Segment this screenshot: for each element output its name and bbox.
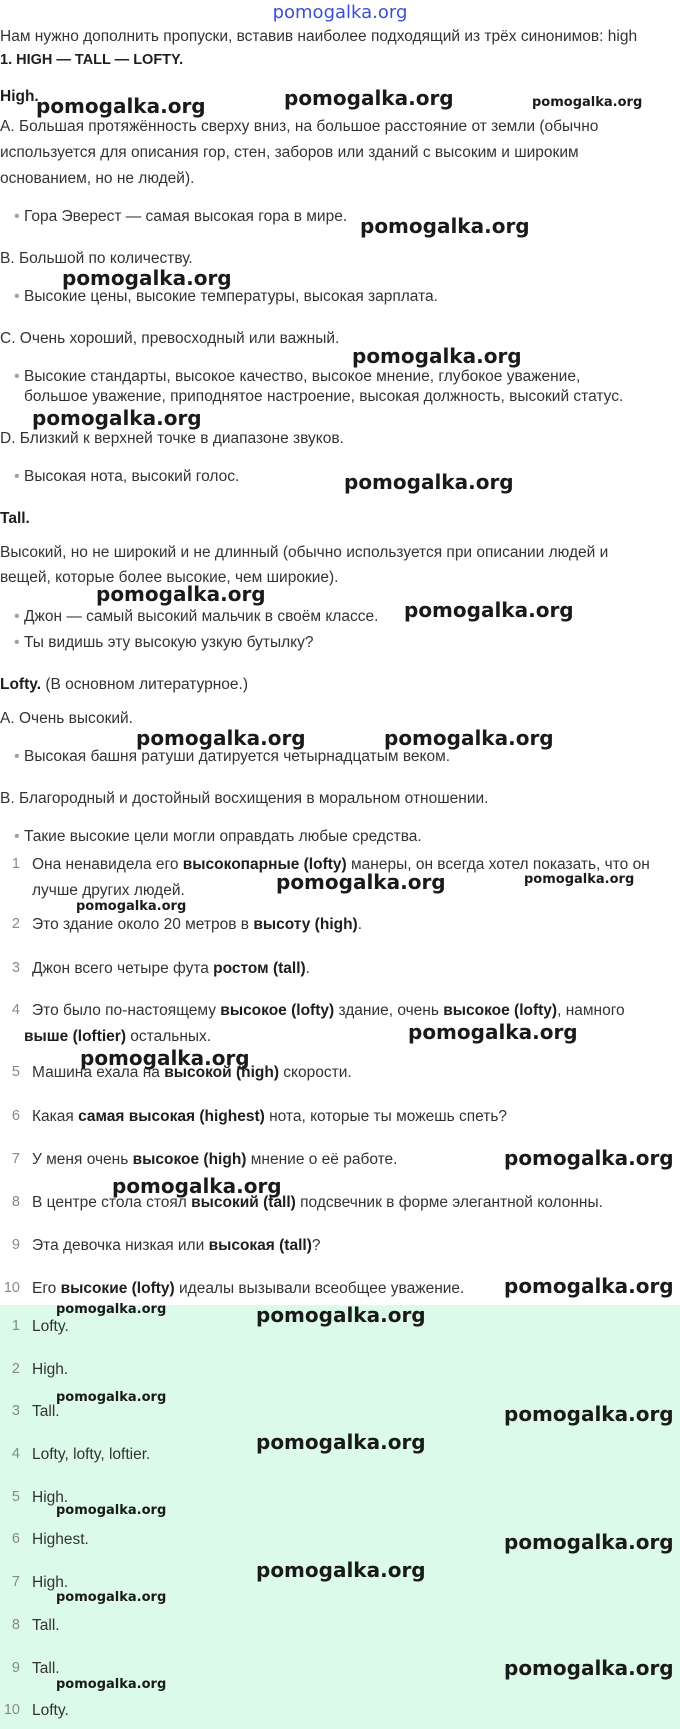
exercise-text: Она ненавидела его	[32, 856, 183, 873]
watermark: pomogalka.org	[504, 1146, 674, 1170]
watermark: pomogalka.org	[524, 872, 635, 887]
exercise-number: 4	[11, 1002, 20, 1018]
exercise-number: 3	[11, 960, 20, 976]
watermark: pomogalka.org	[408, 1020, 578, 1044]
answer-text: Highest.	[32, 1531, 89, 1548]
answer-number: 4	[11, 1446, 20, 1462]
watermark: pomogalka.org	[32, 406, 202, 430]
exercise-number: 5	[11, 1064, 20, 1080]
exercise-text: манеры, он всегда хотел показать, что он	[346, 856, 650, 873]
site-title-link[interactable]: pomogalka.org	[272, 2, 408, 23]
bullet: •	[14, 828, 20, 845]
watermark: pomogalka.org	[504, 1274, 674, 1298]
high-c-definition: C. Очень хороший, превосходный или важный.	[0, 330, 340, 347]
exercise-answer: высокие (lofty)	[60, 1280, 175, 1297]
answer-number: 7	[11, 1574, 20, 1590]
watermark: pomogalka.org	[504, 1530, 674, 1554]
exercise-answer: высокопарные (lofty)	[182, 856, 347, 873]
watermark: pomogalka.org	[62, 266, 232, 290]
exercise-text: ?	[311, 1237, 321, 1254]
high-c-example: большое уважение, приподнятое настроение, высокая должность, высокий статус.	[24, 388, 624, 405]
exercise-text: остальных.	[126, 1028, 212, 1045]
watermark: pomogalka.org	[112, 1174, 282, 1198]
watermark: pomogalka.org	[256, 1303, 426, 1327]
watermark: pomogalka.org	[276, 870, 446, 894]
exercise-text: Какая	[32, 1108, 79, 1125]
exercise-answer: высокое (lofty)	[443, 1002, 558, 1019]
exercise-text: идеалы вызывали всеобщее уважение.	[174, 1280, 465, 1297]
exercise-answer: высокое (high)	[132, 1151, 247, 1168]
exercise-answer: высокой (high)	[164, 1064, 279, 1081]
lofty-title: Lofty.	[0, 676, 42, 693]
exercise-line	[24, 1028, 211, 1046]
watermark: pomogalka.org	[404, 598, 574, 622]
exercise-text: здание, очень	[334, 1002, 444, 1019]
lofty-a-definition: A. Очень высокий.	[0, 710, 133, 727]
high-d-example: Высокая нота, высокий голос.	[24, 468, 240, 485]
lofty-b-definition: B. Благородный и достойный восхищения в моральном отношении.	[0, 790, 489, 807]
watermark: pomogalka.org	[352, 344, 522, 368]
watermark: pomogalka.org	[80, 1046, 250, 1070]
answer-number: 5	[11, 1489, 20, 1505]
exercise-number: 8	[11, 1194, 20, 1210]
exercise-number: 10	[3, 1280, 20, 1296]
exercise-answer: ростом (tall)	[213, 960, 306, 977]
exercise-number: 7	[11, 1151, 20, 1167]
exercise-answer: высокое (lofty)	[220, 1002, 335, 1019]
exercise-line	[32, 1002, 625, 1020]
exercise-answer: выше (loftier)	[24, 1028, 126, 1045]
exercise-text: Его	[32, 1280, 61, 1297]
exercise-text: .	[305, 960, 310, 977]
answer-text: Lofty, lofty, loftier.	[32, 1446, 151, 1463]
watermark: pomogalka.org	[56, 1390, 167, 1405]
bullet: •	[14, 368, 20, 385]
intro-text: Нам нужно дополнить пропуски, вставив наиболее подходящий из трёх синонимов: high	[0, 28, 638, 45]
watermark: pomogalka.org	[256, 1430, 426, 1454]
exercise-text: .	[357, 916, 363, 933]
watermark: pomogalka.org	[56, 1302, 167, 1317]
exercise-text: Это было по-настоящему	[32, 1002, 221, 1019]
exercise-text: нота, которые ты можешь спеть?	[264, 1108, 508, 1125]
exercise-answer: высоту (high)	[253, 916, 358, 933]
answer-text: Tall.	[32, 1403, 60, 1420]
watermark: pomogalka.org	[56, 1590, 167, 1605]
answer-number: 9	[11, 1660, 20, 1676]
high-a-line: используется для описания гор, стен, заборов или зданий с высоким и широким	[0, 144, 579, 161]
answer-number: 3	[11, 1403, 20, 1419]
watermark: pomogalka.org	[76, 899, 187, 914]
answer-number: 10	[3, 1702, 20, 1718]
high-c-example: Высокие стандарты, высокое качество, высокое мнение, глубокое уважение,	[24, 368, 581, 385]
answer-text: High.	[32, 1489, 69, 1506]
exercise-line	[32, 960, 310, 978]
exercise-line	[32, 1108, 507, 1126]
tall-example: Джон — самый высокий мальчик в своём классе.	[24, 608, 379, 625]
exercise-text: Эта девочка низкая или	[32, 1237, 209, 1254]
watermark: pomogalka.org	[96, 582, 266, 606]
exercise-text: У меня очень	[32, 1151, 133, 1168]
high-d-definition: D. Близкий к верхней точке в диапазоне звуков.	[0, 430, 344, 447]
exercise-text: Это здание около 20 метров в	[32, 916, 254, 933]
watermark: pomogalka.org	[344, 470, 514, 494]
high-a-line: основанием, но не людей).	[0, 170, 195, 187]
watermark: pomogalka.org	[384, 726, 554, 750]
exercise-number: 6	[11, 1108, 20, 1124]
high-a-line: A. Большая протяжённость сверху вниз, на большое расстояние от земли (обычно	[0, 118, 599, 135]
exercise-answer: высокий (tall)	[191, 1194, 296, 1211]
watermark: pomogalka.org	[504, 1656, 674, 1680]
high-b-definition: B. Большой по количеству.	[0, 250, 193, 267]
watermark: pomogalka.org	[360, 214, 530, 238]
high-b-example: Высокие цены, высокие температуры, высокая зарплата.	[24, 288, 438, 305]
watermark: pomogalka.org	[36, 94, 206, 118]
exercise-line	[32, 916, 362, 934]
answer-text: Lofty.	[32, 1318, 69, 1335]
exercise-line: лучше других людей.	[32, 882, 185, 899]
exercise-number: 2	[11, 916, 20, 932]
lofty-note: (В основном литературное.)	[45, 676, 248, 693]
high-a-example: Гора Эверест — самая высокая гора в мире.	[24, 208, 348, 225]
exercise-answer: самая высокая (highest)	[78, 1108, 265, 1125]
answer-number: 8	[11, 1617, 20, 1633]
exercise-text: В центре стола стоял	[32, 1194, 192, 1211]
bullet: •	[14, 468, 20, 485]
exercise-text: подсвечник в форме элегантной колонны.	[295, 1194, 603, 1211]
exercise-line	[32, 1237, 321, 1255]
exercise-number: 9	[11, 1237, 20, 1253]
bullet: •	[14, 748, 20, 765]
answer-text: High.	[32, 1361, 69, 1378]
watermark: pomogalka.org	[56, 1503, 167, 1518]
exercise-text: мнение о её работе.	[246, 1151, 398, 1168]
lofty-title-line	[0, 676, 248, 694]
section-heading: 1. HIGH — TALL — LOFTY.	[0, 52, 184, 68]
exercise-line	[32, 1151, 397, 1169]
bullet: •	[14, 208, 20, 225]
tall-definition: Высокий, но не широкий и не длинный (обычно используется при описании людей и	[0, 544, 609, 561]
exercise-text: Машина ехала на	[32, 1064, 165, 1081]
answer-number: 2	[11, 1361, 20, 1377]
exercise-text: , намного	[557, 1002, 625, 1019]
answer-text: High.	[32, 1574, 69, 1591]
tall-title: Tall.	[0, 510, 30, 527]
exercise-line	[32, 1280, 464, 1298]
watermark: pomogalka.org	[136, 726, 306, 750]
watermark: pomogalka.org	[504, 1402, 674, 1426]
high-title: High.	[0, 88, 39, 105]
answer-text: Tall.	[32, 1617, 60, 1634]
lofty-a-example: Высокая башня ратуши датируется четырнадцатым веком.	[24, 748, 451, 765]
lofty-b-example: Такие высокие цели могли оправдать любые средства.	[24, 828, 422, 845]
bullet: •	[14, 608, 20, 625]
watermark: pomogalka.org	[532, 95, 643, 110]
watermark: pomogalka.org	[56, 1677, 167, 1692]
bullet: •	[14, 288, 20, 305]
watermark: pomogalka.org	[256, 1558, 426, 1582]
answer-number: 1	[11, 1318, 20, 1334]
watermark: pomogalka.org	[284, 86, 454, 110]
tall-example: Ты видишь эту высокую узкую бутылку?	[24, 634, 314, 651]
exercise-number: 1	[11, 856, 20, 872]
exercise-text: скорости.	[278, 1064, 352, 1081]
tall-definition: вещей, которые более высокие, чем широкие).	[0, 569, 339, 586]
exercise-text: Джон всего четыре фута	[32, 960, 214, 977]
answer-text: Lofty.	[32, 1702, 69, 1719]
exercise-answer: высокая (tall)	[208, 1237, 312, 1254]
answer-number: 6	[11, 1531, 20, 1547]
bullet: •	[14, 634, 20, 651]
answer-text: Tall.	[32, 1660, 60, 1677]
